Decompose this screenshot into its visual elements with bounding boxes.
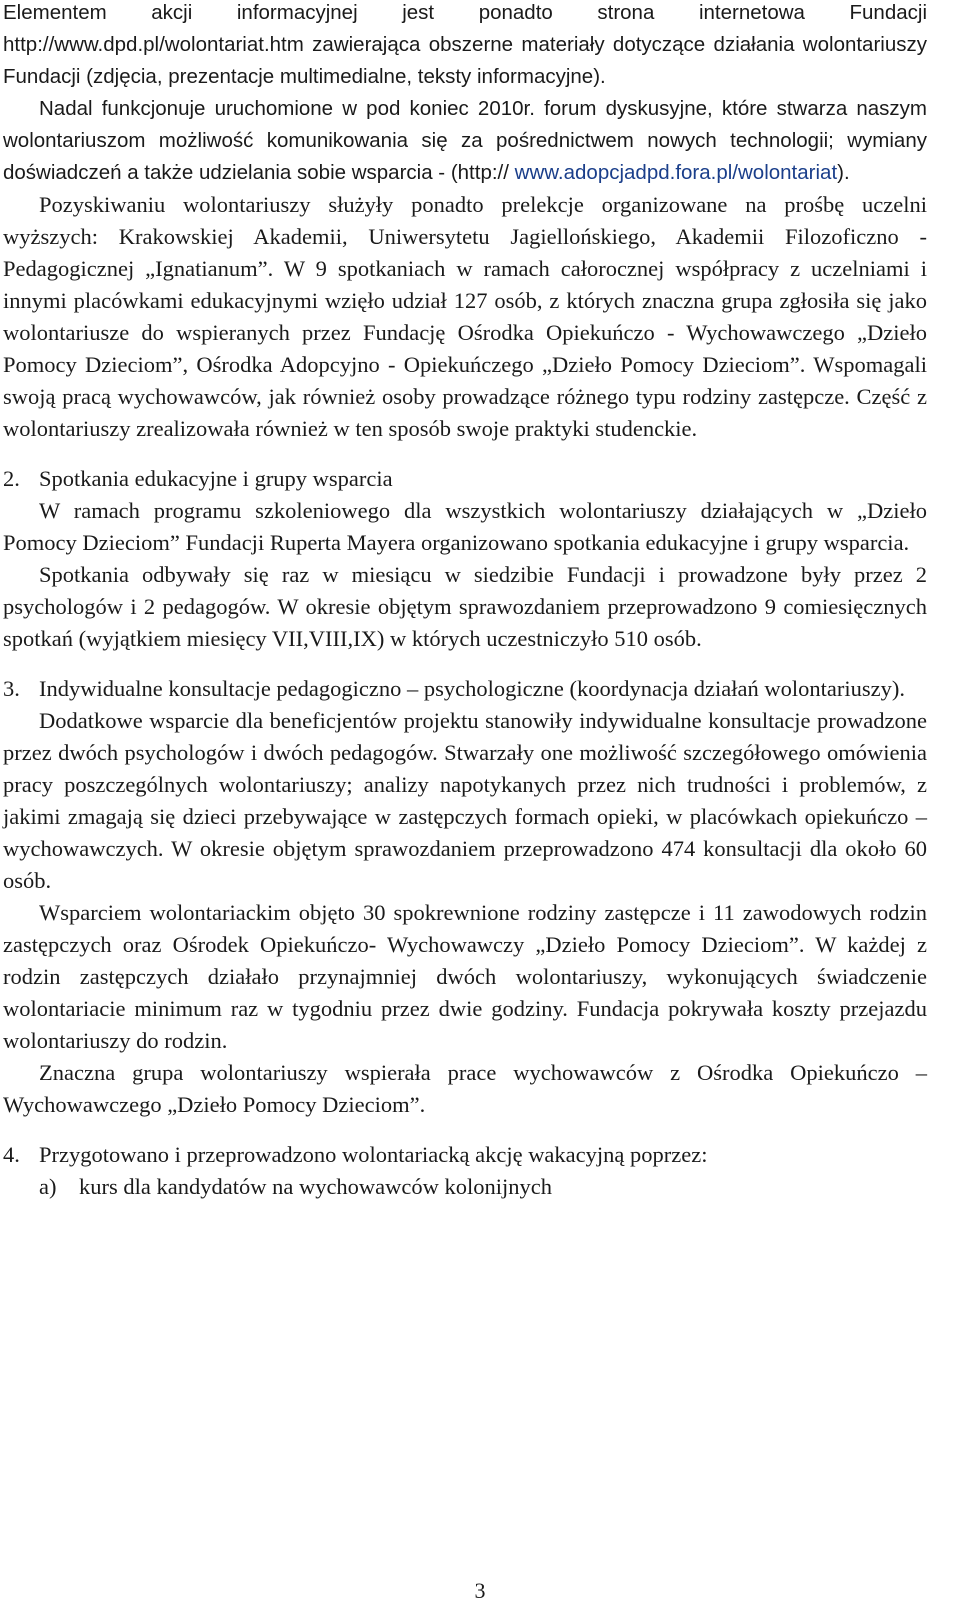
spacer bbox=[3, 1121, 927, 1139]
section-title: Przygotowano i przeprowadzono wolontariacką akcję wakacyjną poprzez: bbox=[39, 1142, 708, 1167]
paragraph-forum bbox=[3, 93, 927, 189]
section-title: Indywidualne konsultacje pedagogiczno – psychologiczne (koordynacja działań wolontariuszy). bbox=[39, 676, 905, 701]
section-3-heading bbox=[3, 673, 927, 705]
list-item-a bbox=[39, 1171, 927, 1203]
forum-link[interactable]: www.adopcjadpd.fora.pl/wolontariat bbox=[514, 161, 838, 184]
list-item-marker: a) bbox=[39, 1174, 57, 1199]
section-title: Spotkania edukacyjne i grupy wsparcia bbox=[39, 466, 393, 491]
section-4-heading bbox=[3, 1139, 927, 1171]
paragraph-forum-text-end: ). bbox=[837, 161, 850, 184]
paragraph-website-text-cont: zawierająca obszerne materiały dotyczące działania wolontariuszy Fundacji (zdjęcia, prezentacje multimedialne, teksty informacyjne). bbox=[3, 33, 927, 88]
spacer bbox=[3, 445, 927, 463]
paragraph-lectures: Pozyskiwaniu wolontariuszy służyły ponadto prelekcje organizowane na prośbę uczelni wyższych: Krakowskiej Akademii, Uniwersytetu Jagiellońskiego, Akademii Filozoficzno - Pedagogicznej „Ignatianum”. W 9 spotkaniach w ramach całorocznej współpracy z uczelniami i innymi placówkami edukacyjnymi wzięło udział 127 osób, z których znaczna grupa zgłosiła się jako wolontariusze do wspieranych przez Fundację Ośrodka Opiekuńczo - Wychowawczego „Dzieło Pomocy Dzieciom”, Ośrodka Adopcyjno - Opiekuńczego „Dzieło Pomocy Dzieciom”. Wspomagali swoją pracą wychowawców, jak również osoby prowadzące różnego typu rodziny zastępcze. Część z wolontariuszy zrealizowała również w ten sposób swoje praktyki studenckie. bbox=[3, 192, 927, 441]
section-2-heading bbox=[3, 463, 927, 495]
paragraph-educators-support: Znaczna grupa wolontariuszy wspierała prace wychowawców z Ośrodka Opiekuńczo – Wychowawczego „Dzieło Pomocy Dzieciom”. bbox=[3, 1060, 927, 1117]
section-number: 4. bbox=[3, 1142, 20, 1167]
paragraph-forum-text: Nadal funkcjonuje uruchomione w pod koniec 2010r. forum dyskusyjne, które stwarza naszym wolontariuszom możliwość komunikowania się za pośrednictwem nowych technologii; wymiany doświadczeń a także udzielania sobie wsparcia - (http:// bbox=[3, 97, 927, 184]
paragraph-consultations: Dodatkowe wsparcie dla beneficjentów projektu stanowiły indywidualne konsultacje prowadzone przez dwóch psychologów i dwóch pedagogów. Stwarzały one możliwość szczegółowego omówienia pracy poszczególnych wolontariuszy; analizy napotykanych przez nich trudności i problemów, z jakimi zmagają się dzieci przebywające w zastępczych formach opieki, w placówkach opiekuńczo – wychowawczych. W okresie objętym sprawozdaniem przeprowadzono 474 konsultacji dla około 60 osób. bbox=[3, 708, 927, 893]
paragraph-website bbox=[3, 0, 927, 93]
paragraph-foster-families: Wsparciem wolontariackim objęto 30 spokrewnione rodziny zastępcze i 11 zawodowych rodzin zastępczych oraz Ośrodek Opiekuńczo- Wychowawczy „Dzieło Pomocy Dzieciom”. W każdej z rodzin zastępczych działało przynajmniej dwóch wolontariuszy, wykonujących świadczenie wolontariacie minimum raz w tygodniu przez dwie godziny. Fundacja pokrywała koszty przejazdu wolontariuszy do rodzin. bbox=[3, 900, 927, 1053]
paragraph-website-text: Elementem akcji informacyjnej jest ponadto strona internetowa Fundacji bbox=[3, 1, 927, 24]
document-body bbox=[3, 0, 927, 1203]
list-item-text: kurs dla kandydatów na wychowawców kolonijnych bbox=[79, 1174, 553, 1199]
paragraph-training-program: W ramach programu szkoleniowego dla wszystkich wolontariuszy działających w „Dzieło Pomocy Dzieciom” Fundacji Ruperta Mayera organizowano spotkania edukacyjne i grupy wsparcia. bbox=[3, 498, 927, 555]
section-number: 2. bbox=[3, 466, 20, 491]
section-number: 3. bbox=[3, 676, 20, 701]
page-number: 3 bbox=[474, 1578, 486, 1603]
spacer bbox=[3, 655, 927, 673]
foundation-website-link[interactable]: http://www.dpd.pl/wolontariat.htm bbox=[3, 33, 304, 56]
paragraph-monthly-meetings: Spotkania odbywały się raz w miesiącu w siedzibie Fundacji i prowadzone były przez 2 psychologów i 2 pedagogów. W okresie objętym sprawozdaniem przeprowadzono 9 comiesięcznych spotkań (wyjątkiem miesięcy VII,VIII,IX) w których uczestniczyło 510 osób. bbox=[3, 562, 927, 651]
